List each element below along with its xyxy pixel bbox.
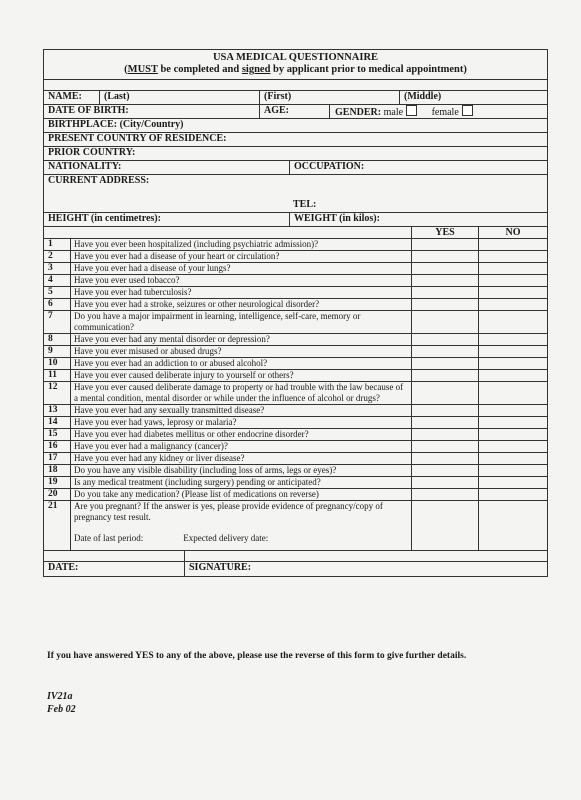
- nationality-row: [44, 161, 547, 175]
- weight-field[interactable]: [289, 213, 547, 226]
- question-text: [71, 251, 412, 263]
- question-text-content: Have you ever had diabetes mellitus or other endocrine disorder?: [74, 429, 309, 439]
- subtitle-open: (: [124, 64, 128, 75]
- question-row: [44, 417, 547, 429]
- question-text: [71, 465, 412, 477]
- question-row: [44, 358, 547, 370]
- question-text-content: Do you have any visible disability (including loss of arms, legs or eyes)?: [74, 465, 337, 475]
- questions-header-row: [44, 227, 547, 239]
- no-answer-cell[interactable]: [479, 287, 548, 299]
- question-number: 15: [44, 429, 71, 441]
- question-text-content: Have you ever had a stroke, seizures or other neurological disorder?: [74, 299, 320, 309]
- question-text: [71, 429, 412, 441]
- no-answer-cell[interactable]: [479, 489, 548, 501]
- address-row[interactable]: [44, 175, 547, 213]
- birthplace-row[interactable]: [44, 119, 547, 133]
- no-answer-cell[interactable]: [479, 405, 548, 417]
- tel-label: TEL:: [293, 199, 317, 210]
- yes-answer-cell[interactable]: [412, 465, 479, 477]
- yes-answer-cell[interactable]: [412, 263, 479, 275]
- subtitle-must: MUST: [127, 64, 158, 75]
- no-answer-cell[interactable]: [479, 311, 548, 334]
- female-checkbox[interactable]: [462, 105, 473, 116]
- yes-answer-cell[interactable]: [412, 370, 479, 382]
- question-text: [71, 311, 412, 334]
- yes-answer-cell[interactable]: [412, 477, 479, 489]
- question-row: [44, 441, 547, 453]
- question-text-content: Have you ever used tobacco?: [74, 275, 180, 285]
- question-text: [71, 405, 412, 417]
- question-number: 21: [44, 501, 71, 551]
- question-text: [71, 453, 412, 465]
- question-text: [71, 477, 412, 489]
- question-text-content: Have you ever had any kidney or liver disease?: [74, 453, 245, 463]
- question-number: 5: [44, 287, 71, 299]
- question-text-content: Is any medical treatment (including surgery) pending or anticipated?: [74, 477, 321, 487]
- question-number: 6: [44, 299, 71, 311]
- question-row: [44, 311, 547, 334]
- no-answer-cell[interactable]: [479, 441, 548, 453]
- question-text: [71, 501, 412, 551]
- first-name-field[interactable]: [259, 91, 399, 104]
- no-answer-cell[interactable]: [479, 334, 548, 346]
- yes-answer-cell[interactable]: [412, 501, 479, 551]
- question-row: [44, 429, 547, 441]
- question-number: 7: [44, 311, 71, 334]
- dob-field[interactable]: [44, 105, 259, 118]
- male-label: male: [383, 107, 404, 118]
- middle-name-field[interactable]: [399, 91, 547, 104]
- name-label: NAME:: [48, 91, 82, 102]
- question-number: 4: [44, 275, 71, 287]
- question-text-content: Have you ever caused deliberate damage to property or had trouble with the law because of a mental condition, mental disorder or while under the influence of alcohol or drugs?: [74, 382, 404, 403]
- question-text: [71, 441, 412, 453]
- yes-answer-cell[interactable]: [412, 239, 479, 251]
- question-number: 14: [44, 417, 71, 429]
- question-row: [44, 251, 547, 263]
- subtitle-end: by applicant prior to medical appointment): [270, 64, 467, 75]
- form-title: [44, 50, 547, 80]
- date-signature-row: [44, 562, 547, 576]
- question-text: [71, 370, 412, 382]
- signature-label: SIGNATURE:: [189, 562, 252, 573]
- weight-label: WEIGHT (in kilos):: [294, 213, 380, 224]
- male-checkbox[interactable]: [406, 105, 417, 116]
- no-answer-cell[interactable]: [479, 453, 548, 465]
- no-answer-cell[interactable]: [479, 239, 548, 251]
- height-row: [44, 213, 547, 227]
- question-text: [71, 417, 412, 429]
- present-country-row[interactable]: [44, 133, 547, 147]
- question-text-content: Have you ever had any mental disorder or depression?: [74, 334, 270, 344]
- form-title-text: USA MEDICAL QUESTIONNAIRE: [212, 52, 379, 63]
- question-text: [71, 489, 412, 501]
- form-code-date: Feb 02: [47, 704, 76, 715]
- address-label: CURRENT ADDRESS:: [48, 175, 150, 186]
- question-text: [71, 358, 412, 370]
- yes-answer-cell[interactable]: [412, 275, 479, 287]
- question-row: [44, 346, 547, 358]
- pregnancy-dates: [74, 533, 408, 544]
- question-text: [71, 275, 412, 287]
- question-number: 18: [44, 465, 71, 477]
- question-text-content: Have you ever had a disease of your heart or circulation?: [74, 251, 280, 261]
- question-number: 16: [44, 441, 71, 453]
- date-label: DATE:: [48, 562, 79, 573]
- question-text-content: Have you ever had any sexually transmitted disease?: [74, 405, 265, 415]
- no-answer-cell[interactable]: [479, 429, 548, 441]
- question-row: [44, 287, 547, 299]
- yes-answer-cell[interactable]: [412, 287, 479, 299]
- no-answer-cell[interactable]: [479, 477, 548, 489]
- subtitle-mid: be completed and: [157, 64, 242, 75]
- question-row: [44, 382, 547, 405]
- question-number: 13: [44, 405, 71, 417]
- yes-answer-cell[interactable]: [412, 334, 479, 346]
- questionnaire-form: [43, 49, 548, 577]
- no-answer-cell[interactable]: [479, 275, 548, 287]
- height-label: HEIGHT (in centimetres):: [48, 213, 161, 224]
- no-answer-cell[interactable]: [479, 501, 548, 551]
- yes-answer-cell[interactable]: [412, 489, 479, 501]
- occupation-field[interactable]: [289, 161, 547, 174]
- questions-table: [44, 227, 547, 550]
- spacer-row: [44, 550, 547, 562]
- question-row: [44, 477, 547, 489]
- question-text: [71, 382, 412, 405]
- yes-answer-cell[interactable]: [412, 311, 479, 334]
- nationality-label: NATIONALITY:: [48, 161, 122, 172]
- question-text-content: Have you ever caused deliberate injury to yourself or others?: [74, 370, 294, 380]
- birthplace-label: BIRTHPLACE: (City/Country): [48, 119, 184, 130]
- spacer: [44, 80, 547, 91]
- no-answer-cell[interactable]: [479, 299, 548, 311]
- footer-note: If you have answered YES to any of the above, please use the reverse of this form to give further details.: [47, 651, 467, 661]
- yes-answer-cell[interactable]: [412, 429, 479, 441]
- signature-field[interactable]: [184, 562, 547, 576]
- yes-answer-cell[interactable]: [412, 299, 479, 311]
- last-name-field[interactable]: [99, 91, 259, 104]
- subtitle-signed: signed: [241, 64, 271, 75]
- question-row: [44, 370, 547, 382]
- yes-answer-cell[interactable]: [412, 358, 479, 370]
- question-text-content: Have you ever had an addiction to or abused alcohol?: [74, 358, 268, 368]
- question-number: 9: [44, 346, 71, 358]
- age-label: AGE:: [264, 105, 289, 116]
- yes-answer-cell[interactable]: [412, 251, 479, 263]
- question-text-content: Have you ever had a disease of your lungs?: [74, 263, 231, 273]
- nationality-field[interactable]: [44, 161, 289, 174]
- age-field[interactable]: [259, 105, 329, 118]
- question-row: [44, 334, 547, 346]
- question-number: 1: [44, 239, 71, 251]
- yes-header: YES: [412, 227, 479, 239]
- no-answer-cell[interactable]: [479, 370, 548, 382]
- question-text-content: Do you have a major impairment in learning, intelligence, self-care, memory or communication?: [74, 311, 361, 332]
- question-row: [44, 465, 547, 477]
- question-row: [44, 275, 547, 287]
- yes-answer-cell[interactable]: [412, 405, 479, 417]
- gender-label: GENDER:: [335, 107, 382, 118]
- question-number: 3: [44, 263, 71, 275]
- question-number: 19: [44, 477, 71, 489]
- middle-label: (Middle): [404, 91, 442, 102]
- no-answer-cell[interactable]: [479, 417, 548, 429]
- question-row: [44, 299, 547, 311]
- first-label: (First): [264, 91, 292, 102]
- yes-answer-cell[interactable]: [412, 417, 479, 429]
- question-number: 12: [44, 382, 71, 405]
- question-text-content: Have you ever had a malignancy (cancer)?: [74, 441, 228, 451]
- no-answer-cell[interactable]: [479, 251, 548, 263]
- yes-answer-cell[interactable]: [412, 382, 479, 405]
- dob-row: [44, 105, 547, 119]
- delivery-date-label: Expected delivery date:: [183, 533, 269, 543]
- question-number: 10: [44, 358, 71, 370]
- question-row: [44, 239, 547, 251]
- question-row: [44, 405, 547, 417]
- question-text-content: Do you take any medication? (Please list of medications on reverse): [74, 489, 319, 499]
- question-text-content: Have you ever been hospitalized (including psychiatric admission)?: [74, 239, 319, 249]
- no-answer-cell[interactable]: [479, 465, 548, 477]
- question-text-content: Have you ever had yaws, leprosy or malaria?: [74, 417, 237, 427]
- question-text: [71, 239, 412, 251]
- gender-field: [329, 105, 547, 118]
- date-field[interactable]: [44, 562, 184, 576]
- question-text: [71, 299, 412, 311]
- question-text-content: Are you pregnant? If the answer is yes, please provide evidence of pregnancy/copy of pregnancy test result.: [74, 501, 383, 522]
- last-period-label: Date of last period:: [74, 533, 144, 543]
- yes-answer-cell[interactable]: [412, 346, 479, 358]
- question-row: [44, 489, 547, 501]
- question-text-content: Have you ever misused or abused drugs?: [74, 346, 222, 356]
- dob-label: DATE OF BIRTH:: [48, 105, 129, 116]
- question-text: [71, 346, 412, 358]
- no-answer-cell[interactable]: [479, 346, 548, 358]
- present-country-label: PRESENT COUNTRY OF RESIDENCE:: [48, 133, 227, 144]
- name-row: [44, 91, 547, 105]
- prior-country-label: PRIOR COUNTRY:: [48, 147, 136, 158]
- question-text: [71, 263, 412, 275]
- no-answer-cell[interactable]: [479, 382, 548, 405]
- yes-answer-cell[interactable]: [412, 441, 479, 453]
- question-number: 2: [44, 251, 71, 263]
- no-header: NO: [479, 227, 548, 239]
- form-code-id: IV21a: [47, 691, 73, 702]
- question-text: [71, 287, 412, 299]
- occupation-label: OCCUPATION:: [294, 161, 365, 172]
- question-row: [44, 453, 547, 465]
- question-row: [44, 501, 547, 551]
- question-number: 17: [44, 453, 71, 465]
- female-label: female: [431, 107, 459, 118]
- prior-country-row[interactable]: [44, 147, 547, 161]
- yes-answer-cell[interactable]: [412, 453, 479, 465]
- form-code: [47, 690, 76, 716]
- height-field[interactable]: [44, 213, 289, 226]
- question-number: 11: [44, 370, 71, 382]
- question-text-content: Have you ever had tuberculosis?: [74, 287, 192, 297]
- no-answer-cell[interactable]: [479, 358, 548, 370]
- last-label: (Last): [104, 91, 130, 102]
- question-number: 8: [44, 334, 71, 346]
- question-number: 20: [44, 489, 71, 501]
- question-row: [44, 263, 547, 275]
- question-text: [71, 334, 412, 346]
- form-subtitle: [44, 64, 547, 76]
- no-answer-cell[interactable]: [479, 263, 548, 275]
